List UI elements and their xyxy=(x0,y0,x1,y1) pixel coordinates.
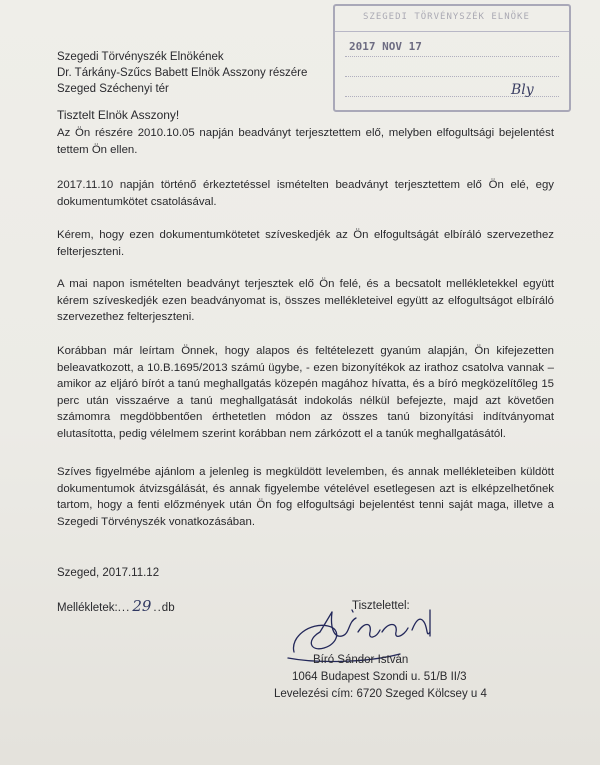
sender-address: 1064 Budapest Szondi u. 51/B II/3 xyxy=(292,671,467,683)
enclosures-unit: db xyxy=(161,602,175,614)
addressee-line-1: Szegedi Törvényszék Elnökének xyxy=(57,51,224,63)
enclosures: Mellékletek:... 29 ..db xyxy=(57,597,175,615)
addressee-line-3: Szeged Széchenyi tér xyxy=(57,83,169,95)
addressee-line-2: Dr. Tárkány-Szűcs Babett Elnök Asszony részére xyxy=(57,67,308,79)
closing: Tisztelettel: xyxy=(352,600,410,612)
paragraph: Korábban már leírtam Önnek, hogy alapos és feltételezett gyanúm alapján, Ön kifejezetten beleavatkozott, a 10.B.1695/2013 számú ügybe, - ezen bizonyítékok az irathoz csatolva vannak – amikor az eljáró bírót a tanú meghallgatás közepén magához hívatta, és a bíró megközelítőleg 15 perc után visszaérve a tanú meghallgatását indokolás nélkül befejezte, majd azt követően számomra megdöbbentően érthetetlen módon az összes tanú bizonyítási indítványomat elutasította, pedig vélelmem szerint korábban nem zárkózott el a tanúk meghallgatásától. xyxy=(57,345,554,440)
salutation: Tisztelt Elnök Asszony! xyxy=(57,108,180,122)
enclosures-count: 29 xyxy=(132,597,152,615)
stamp-header xyxy=(335,9,569,32)
registration-stamp xyxy=(333,4,571,112)
sender-mailing-address: Levelezési cím: 6720 Szeged Kölcsey u 4 xyxy=(274,688,487,700)
sender-name: Bíró Sándor István xyxy=(313,654,409,666)
paragraph: Szíves figyelmébe ajánlom a jelenleg is megküldött levelemben, és annak mellékleteiben küldött dokumentumok átvizsgálását, és annak figyelembe vételével esetlegesen azt is elképzelhetőnek tartom, hogy a fenti előzmények után Ön fog elfogultsági bejelentést tenni saját maga, illetve a Szegedi Törvényszék vonatkozásában. xyxy=(57,466,554,528)
paragraph: 2017.11.10 napján történő érkeztetéssel ismételten beadványt terjesztettem elő Ön elé, egy dokumentumkötet csatolásával. xyxy=(57,179,554,208)
stamp-title: SZEGEDI TÖRVÉNYSZÉK ELNÖKE xyxy=(363,12,530,22)
stamp-initials: Bly xyxy=(511,82,534,98)
stamp-divider xyxy=(345,56,559,57)
paragraph: Az Ön részére 2010.10.05 napján beadványt terjesztettem elő, melyben elfogultsági bejelentést tettem Ön ellen. xyxy=(57,127,554,156)
place-date: Szeged, 2017.11.12 xyxy=(57,567,160,579)
enclosures-label: Mellékletek: xyxy=(57,602,118,614)
paragraph: Kérem, hogy ezen dokumentumkötetet szíveskedjék az Ön elfogultságát elbíráló szervezethez felterjeszteni. xyxy=(57,229,554,258)
paragraph: A mai napon ismételten beadványt terjesztek elő Ön felé, és a becsatolt mellékletekkel együtt kérem szíveskedjék ezen beadványomat is, összes mellékleteivel együtt az elfogultságot elbíráló szervezethez felterjeszteni. xyxy=(57,278,554,324)
stamp-date: 2017 NOV 17 xyxy=(349,40,422,53)
stamp-divider xyxy=(345,76,559,77)
